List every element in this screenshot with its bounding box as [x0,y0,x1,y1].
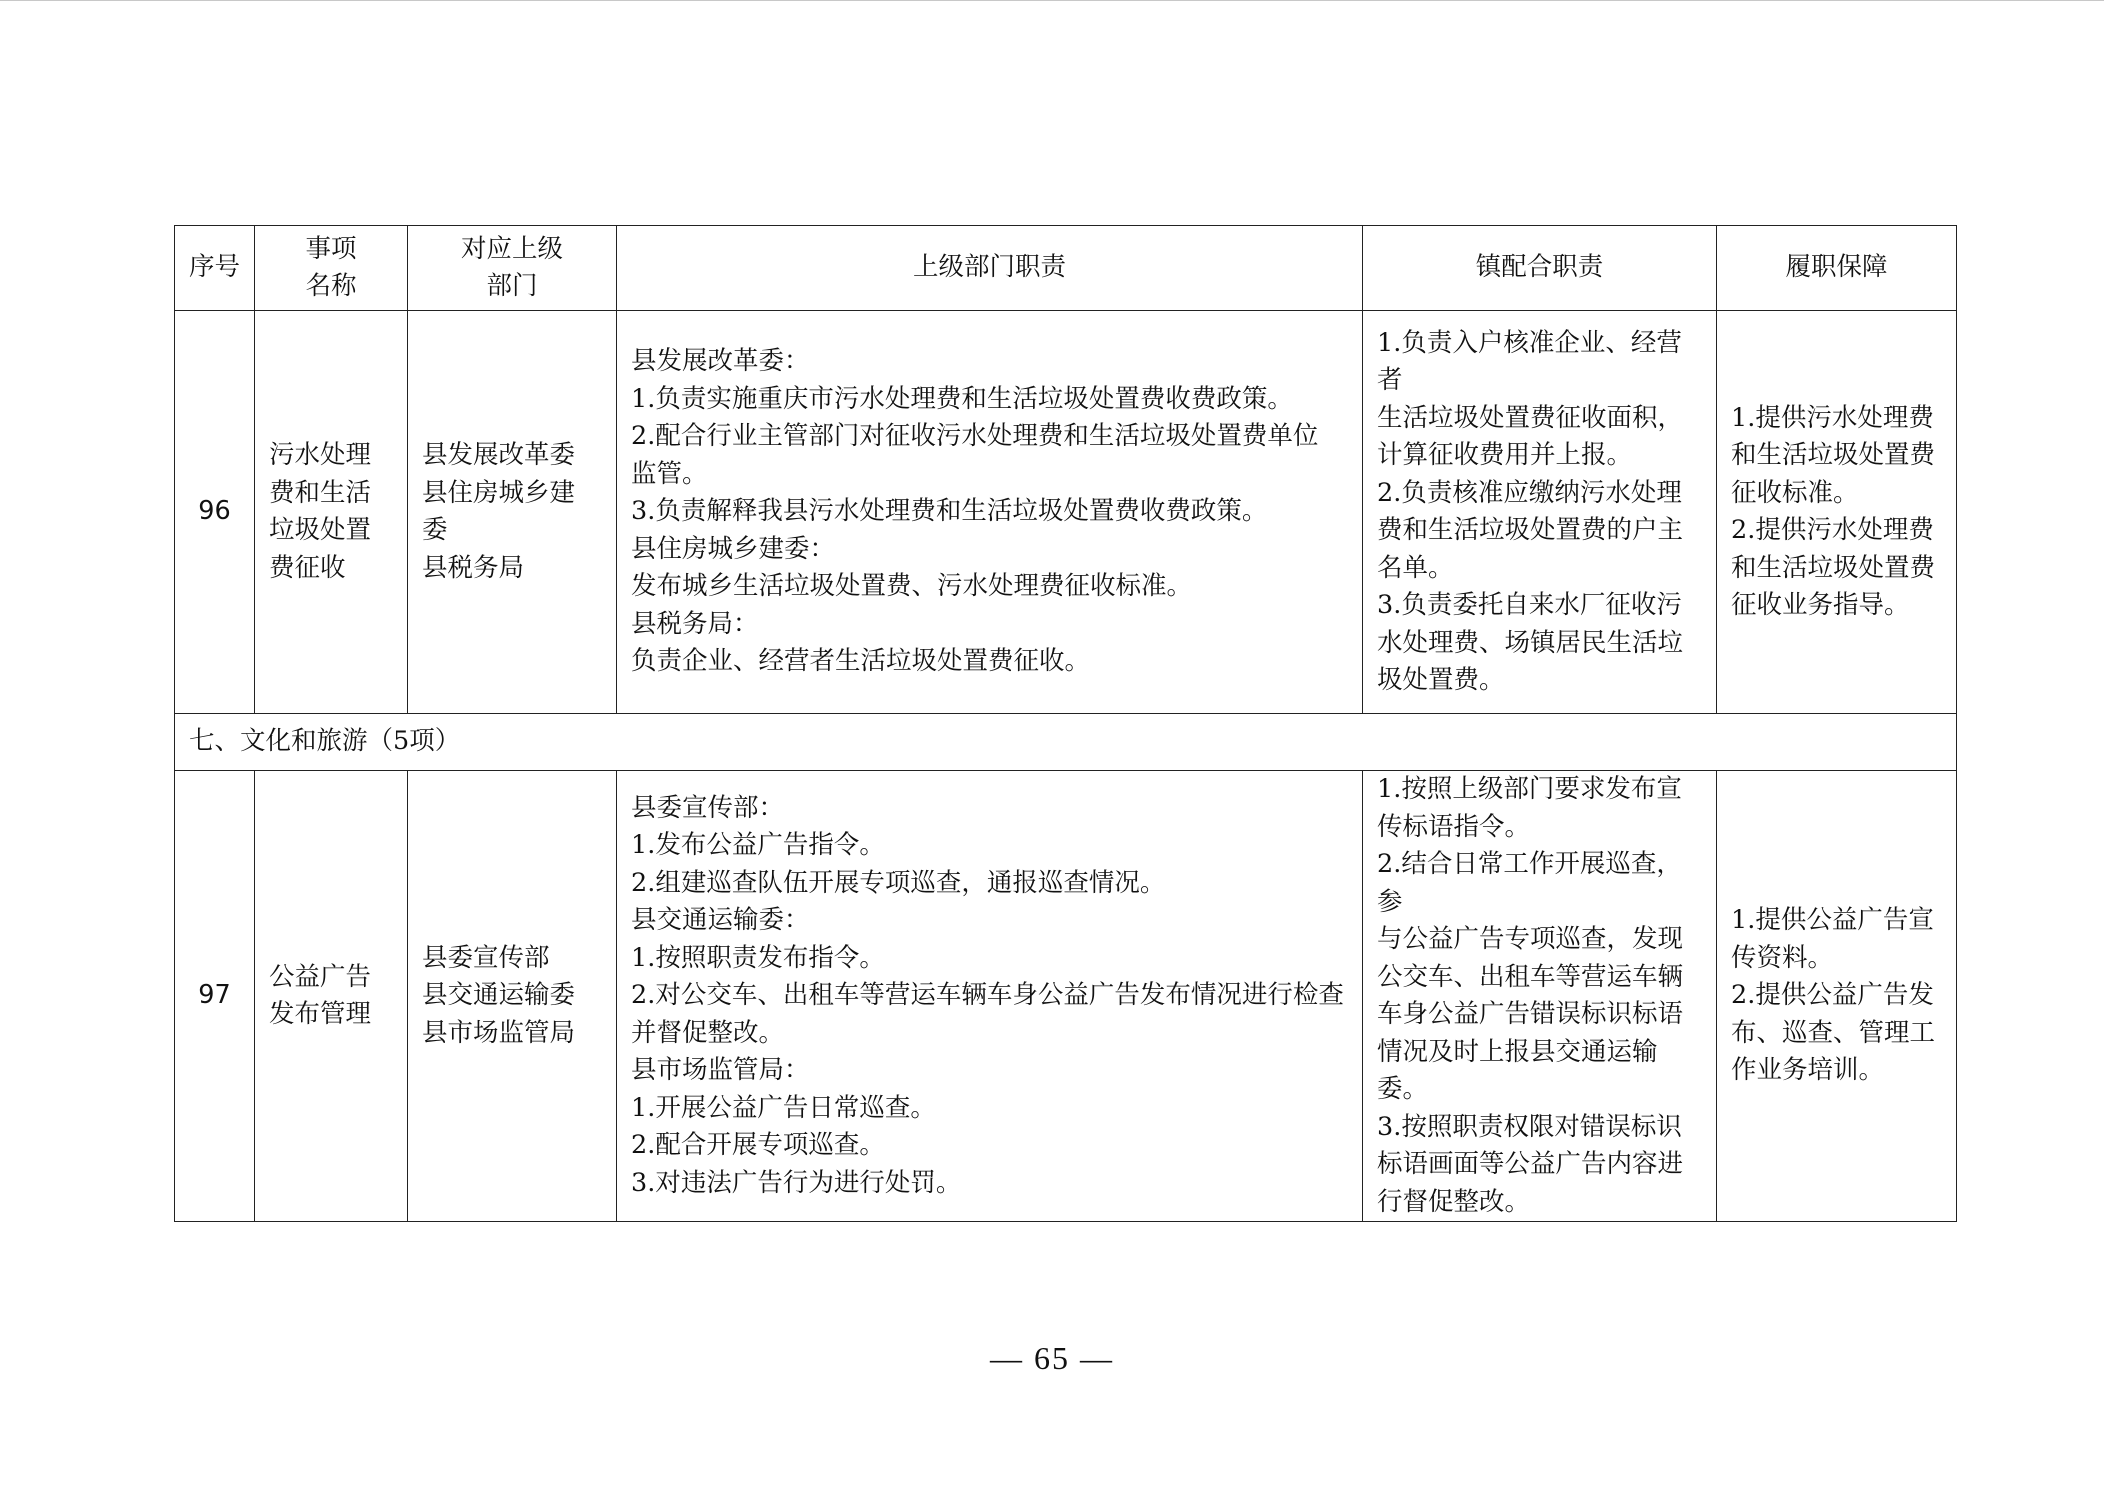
duty-table [174,225,1957,1222]
row-assurance: 1.提供污水处理费 和生活垃圾处置费 征收标准。 2.提供污水处理费 和生活垃圾处置费 征收业务指导。 [1717,311,1957,714]
section-title: 七、文化和旅游（5项） [175,714,1957,771]
row-upper-dept: 县发展改革委 县住房城乡建 委 县税务局 [408,311,617,714]
section-row [175,714,1957,771]
header-seq: 序号 [175,226,255,311]
row-upper-dept: 县委宣传部 县交通运输委 县市场监管局 [408,771,617,1222]
header-item-name: 事项 名称 [255,226,408,311]
row-item-name: 公益广告 发布管理 [255,771,408,1222]
row-item-name: 污水处理 费和生活 垃圾处置 费征收 [255,311,408,714]
row-seq: 96 [175,311,255,714]
row-town-duty: 1.按照上级部门要求发布宣 传标语指令。 2.结合日常工作开展巡查，参 与公益广告专项巡查，发现 公交车、出租车等营运车辆 车身公益广告错误标识标语 情况及时上报县交通运输 委。 3.按照职责权限对错误标识 标语画面等公益广告内容进 行督促整改。 [1363,771,1717,1222]
row-upper-duty: 县委宣传部： 1.发布公益广告指令。 2.组建巡查队伍开展专项巡查，通报巡查情况。 县交通运输委： 1.按照职责发布指令。 2.对公交车、出租车等营运车辆车身公益广告发布情况进行检查 并督促整改。 县市场监管局： 1.开展公益广告日常巡查。 2.配合开展专项巡查。 3.对违法广告行为进行处罚。 [617,771,1363,1222]
table-row [175,311,1957,714]
page-top-border [0,0,2104,1]
header-upper-duty: 上级部门职责 [617,226,1363,311]
row-town-duty: 1.负责入户核准企业、经营者 生活垃圾处置费征收面积， 计算征收费用并上报。 2.负责核准应缴纳污水处理 费和生活垃圾处置费的户主 名单。 3.负责委托自来水厂征收污 水处理费、场镇居民生活垃 圾处置费。 [1363,311,1717,714]
page-number: — 65 — [990,1340,1114,1376]
table-row [175,771,1957,1222]
header-town-duty: 镇配合职责 [1363,226,1717,311]
row-seq: 97 [175,771,255,1222]
header-assurance: 履职保障 [1717,226,1957,311]
row-upper-duty: 县发展改革委： 1.负责实施重庆市污水处理费和生活垃圾处置费收费政策。 2.配合行业主管部门对征收污水处理费和生活垃圾处置费单位 监管。 3.负责解释我县污水处理费和生活垃圾处置费收费政策。 县住房城乡建委： 发布城乡生活垃圾处置费、污水处理费征收标准。 县税务局： 负责企业、经营者生活垃圾处置费征收。 [617,311,1363,714]
table-header-row [175,226,1957,311]
row-assurance: 1.提供公益广告宣 传资料。 2.提供公益广告发 布、巡查、管理工 作业务培训。 [1717,771,1957,1222]
header-upper-dept: 对应上级 部门 [408,226,617,311]
